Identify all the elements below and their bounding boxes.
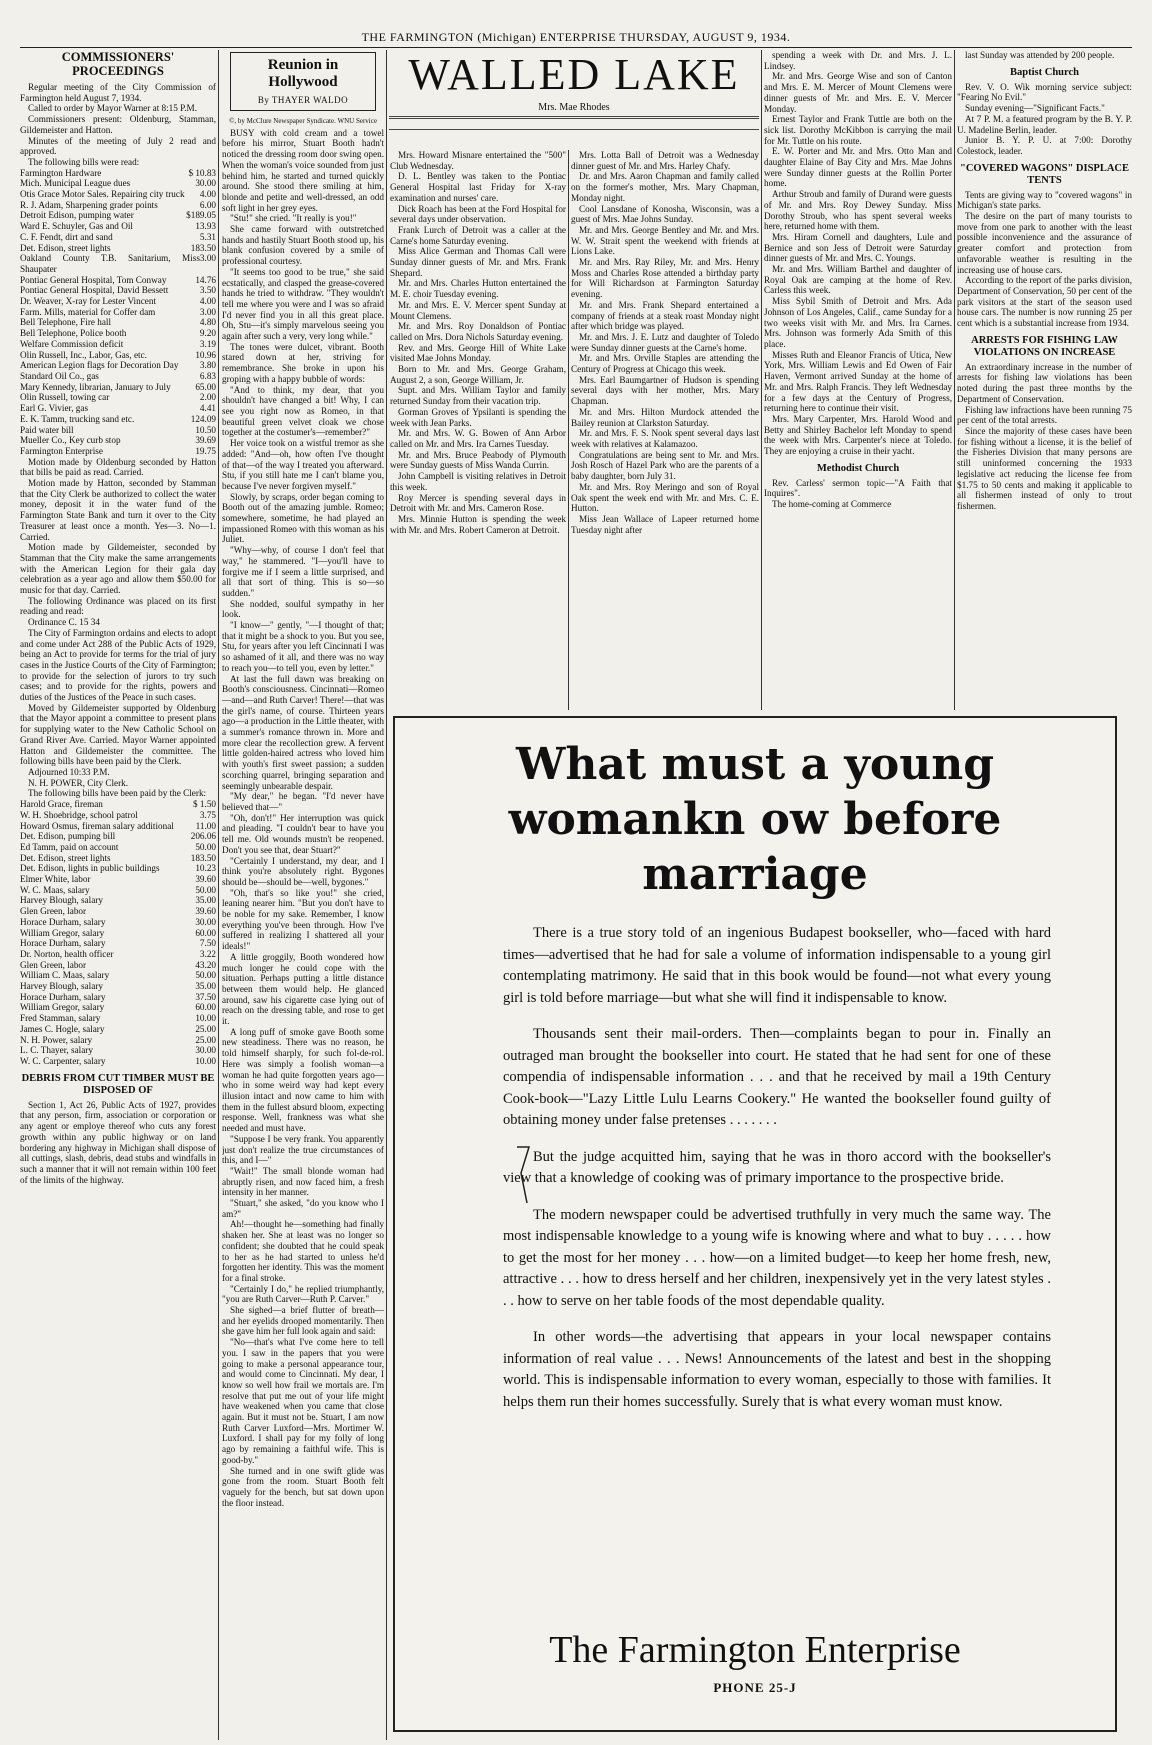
bill-amount: 5.31 xyxy=(199,231,216,242)
bill-amount: 14.76 xyxy=(195,274,216,285)
news-column-4 xyxy=(957,50,1132,710)
ad-phone: PHONE 25-J xyxy=(713,1680,797,1695)
bill-amount: $ 10.83 xyxy=(188,167,216,178)
walled-lake-title: WALLED LAKE xyxy=(408,50,740,99)
commissioners-minutes xyxy=(20,457,216,800)
bill-payee: Ed Tamm, paid on account xyxy=(20,841,119,852)
bill-payee: Glen Green, labor xyxy=(20,959,87,970)
bill-amount: 4.80 xyxy=(199,317,216,328)
news-item: Mr. and Mrs. George Bentley and Mr. and Mrs. W. W. Strait spent the weekend with friends at Lions Lake. xyxy=(571,224,759,257)
bill-amount: 10.00 xyxy=(195,1055,216,1066)
news-item: Miss Jean Wallace of Lapeer returned home Tuesday night after xyxy=(571,513,759,535)
article-paragraph: Fishing law infractions have been running 75 per cent of the total arrests. xyxy=(957,404,1132,426)
methodist-text: Rev. Carless' sermon topic—"A Faith that Inquires". xyxy=(764,477,952,499)
story-paragraph: "Certainly I do," he replied triumphantly, "you are Ruth Carver—Ruth P. Carver." xyxy=(222,1283,384,1305)
story-paragraph: "Oh, don't!" Her interruption was quick and pleading. "I couldn't bear to have you tell me. Old wounds mustn't be reopened. Don't you see that, dear Stuart?" xyxy=(222,812,384,855)
bill-amount: 6.00 xyxy=(199,199,216,210)
bill-amount: 6.83 xyxy=(199,370,216,381)
story-byline: By THAYER WALDO xyxy=(257,95,349,105)
news-item: Born to Mr. and Mrs. George Graham, August 2, a son, George William, Jr. xyxy=(390,364,566,385)
article-paragraph: An extraordinary increase in the number of arrests for fishing law violations has been noted during the past three months by the Department of Conservation. xyxy=(957,361,1132,404)
bill-payee: Glen Green, labor xyxy=(20,906,87,917)
bill-row xyxy=(20,1024,216,1035)
bill-payee: William C. Maas, salary xyxy=(20,970,110,981)
news-item: Cool Lansdane of Konosha, Wisconsin, was a guest of Mrs. Mae Johns Sunday. xyxy=(571,203,759,225)
bill-amount: 35.00 xyxy=(195,895,216,906)
bill-payee: L. C. Thayer, salary xyxy=(20,1045,93,1056)
bill-payee: Elmer White, labor xyxy=(20,874,91,885)
story-paragraph: BUSY with cold cream and a towel before his mirror, Stuart Booth hadn't noticed the dressing room door swing open. When the woman's voice sounded from just behind him, he started and turned quickly around. She stood there smiling at him, blonde and petite and well-dressed, an odd soft light in her grey eyes. xyxy=(222,127,384,213)
methodist-heading: Methodist Church xyxy=(816,462,900,474)
bill-row xyxy=(20,821,216,832)
bill-row xyxy=(20,917,216,928)
bill-payee: Mueller Co., Key curb stop xyxy=(20,435,121,446)
bill-amount: 10.50 xyxy=(195,424,216,435)
bill-row xyxy=(20,885,216,896)
bill-payee: Horace Durham, salary xyxy=(20,991,106,1002)
bill-row xyxy=(20,339,216,350)
minutes-paragraph: Motion made by Gildemeister, seconded by Stamman that the City make the same arrangements with the American Legion for their gala day celebration as a year ago and allow them $50.00 for music for that day. Carried. xyxy=(20,542,216,596)
column-rule xyxy=(568,150,569,710)
bill-payee: Fred Stamman, salary xyxy=(20,1013,101,1024)
bill-payee: Horace Durham, salary xyxy=(20,938,106,949)
bill-payee: Det. Edison, lights in public buildings xyxy=(20,863,160,874)
news-item: Miss Sybil Smith of Detroit and Mrs. Ada Johnson of Los Angeles, Calif., came Sunday for a two weeks visit with Mr. and Mrs. Ira Carnes. Mrs. Johnson was formerly Ada Smith of this place. xyxy=(764,296,952,349)
bill-payee: American Legion flags for Decoration Day xyxy=(20,360,179,371)
bill-row xyxy=(20,360,216,371)
story-paragraph: The tones were dulcet, vibrant. Booth stared down at her, striving for remembrance. She broke in upon his groping with a happy bubble of words: xyxy=(222,341,384,384)
story-paragraph: She sighed—a brief flutter of breath—and her eyelids drooped momentarily. Then she gave him her full look again and said: xyxy=(222,1305,384,1337)
story-paragraph: She nodded, soulful sympathy in her look. xyxy=(222,598,384,620)
news-item: John Campbell is visiting relatives in Detroit this week. xyxy=(390,471,566,492)
bill-row xyxy=(20,1013,216,1024)
bill-payee: Ward E. Schuyler, Gas and Oil xyxy=(20,221,133,232)
news-item: Roy Mercer is spending several days in Detroit with Mr. and Mrs. Cameron Rose. xyxy=(390,492,566,514)
story-paragraph: A little groggily, Booth wondered how much longer he could cope with the situation. Perhaps putting a little distance between them would help. He glanced around, saw his cigarette case lying out of reach on the dressing table, and rose to get it. xyxy=(222,951,384,1027)
story-paragraph: "Suppose I be very frank. You apparently just don't realize the true circumstances of this, and I—" xyxy=(222,1133,384,1166)
bill-payee: Harold Grace, fireman xyxy=(20,799,103,810)
minutes-paragraph: The following bills have been paid by the Clerk: xyxy=(28,788,207,799)
minutes-paragraph: The following Ordinance was placed on its first reading and read: xyxy=(20,595,216,617)
ad-paragraph: The modern newspaper could be advertised truthfully in very much the same way. The most indispensable knowledge to a young wife is knowing where and what to buy . . . . . how to get the most for her money . . . how—on a limited budget—to keep her home fresh, new, attractive . . . how to dress herself and her children, inexpensively yet in the very latest styles . . . how to serve on her table foods of the most dependable quality. xyxy=(503,1206,1051,1309)
bill-row xyxy=(20,371,216,382)
news-item: Mr. and Mrs. Bruce Peabody of Plymouth were Sunday guests of Miss Wanda Currin. xyxy=(390,449,566,471)
bill-amount: 124.09 xyxy=(190,413,216,424)
bill-row xyxy=(20,189,216,200)
news-item: Mr. and Mrs. F. S. Nook spent several days last week with relatives at Kalamazoo. xyxy=(571,428,759,449)
story-paragraph: A long puff of smoke gave Booth some new steadiness. There was no reason, he told himself sharply, for such fol-de-rol. Here was simply a foolish woman—a woman he had quite forgotten years ago—who in some weird way had kept every illusion intact and now came to him with them in the fullest absurd bloom, expecting response. Well, frankness was what she needed and must have. xyxy=(222,1026,384,1134)
bill-payee: Pontiac General Hospital, Tom Conway xyxy=(20,274,167,285)
bill-row xyxy=(20,403,216,414)
ad-headline-line-3: marriage xyxy=(642,849,868,900)
bill-row xyxy=(20,895,216,906)
news-item: Dr. and Mrs. Aaron Chapman and family called on the former's mother, Mrs. Mary Chapman, Monday night. xyxy=(571,171,759,203)
minutes-paragraph: N. H. POWER, City Clerk. xyxy=(28,777,129,788)
bill-row xyxy=(20,328,216,339)
story-credit: ©, by McClure Newspaper Syndicate. WNU Service xyxy=(229,116,377,125)
story-paragraph: "No—that's what I've come here to tell you. I saw in the papers that you were going to make a personal appearance tour, and would come to Cincinnati. My dear, I know so well how frail we mortals are. I'm resolve that put me out of your life might have weakened when you came that close again. But it must not be. Stuart, I am now Ruth Carver Luxford—Mrs. Mortimer W. Luxford. I shall pay for my folly of long ago by remaining a faithful wife. This is good-by." xyxy=(222,1337,384,1465)
column-rule xyxy=(386,50,387,1740)
news-item: Mrs. Earl Baumgartner of Hudson is spending several days with her mother, Mrs. Mary Chapman. xyxy=(571,374,759,407)
article-paragraph: The desire on the part of many tourists to move from one park to another with the least possible inconvenience and the assurance of greater comfort and protection from unfavorable weather is resulting in the increasing use of house cars. xyxy=(957,211,1132,275)
news-item: Mr. and Mrs. Hilton Murdock attended the Bailey reunion at Clarkston Saturday. xyxy=(571,406,759,428)
bill-amount: 10.96 xyxy=(195,349,216,360)
story-paragraph: "Wait!" The small blonde woman had abruptly risen, and now faced him, a fresh intensity in her manner. xyxy=(222,1165,384,1198)
bill-row xyxy=(20,960,216,971)
bill-payee: Olin Russell, Inc., Labor, Gas, etc. xyxy=(20,349,147,360)
bill-row xyxy=(20,210,216,221)
minutes-paragraph: Commissioners present: Oldenburg, Stamman, Gildemeister and Hatton. xyxy=(20,114,216,135)
bill-amount: 3.75 xyxy=(199,809,216,820)
bill-amount: 13.93 xyxy=(195,221,216,232)
story-column xyxy=(222,50,384,1740)
ad-headline-line-2: womankn ow before xyxy=(508,794,1002,845)
bill-row xyxy=(20,928,216,939)
bill-payee: Det. Edison, street lights xyxy=(20,242,111,253)
article-paragraph: Tents are giving way to "covered wagons" in Michigan's state parks. xyxy=(957,189,1132,211)
bill-row xyxy=(20,382,216,393)
bill-payee: Howard Osmus, fireman salary additional xyxy=(20,820,174,831)
minutes-paragraph: Called to order by Mayor Warner at 8:15 P.M. xyxy=(28,103,198,114)
minutes-paragraph: Minutes of the meeting of July 2 read and approved. xyxy=(20,135,216,157)
church-item: Sunday evening—"Significant Facts." xyxy=(965,103,1105,114)
bill-payee: Farm. Mills, material for Coffer dam xyxy=(20,306,156,317)
bill-row xyxy=(20,200,216,211)
bill-row xyxy=(20,1035,216,1046)
bill-amount: 4.00 xyxy=(199,296,216,307)
bill-payee: Otis Grace Motor Sales. Repairing city truck xyxy=(20,189,185,200)
bill-amount: $189.05 xyxy=(186,210,216,221)
news-item: Mr. and Mrs. E. V. Mercer spent Sunday at Mount Clemens. xyxy=(390,299,566,321)
news-item: Gorman Groves of Ypsilanti is spending the week with Jean Parks. xyxy=(390,406,566,428)
news-item: Ernest Taylor and Frank Tuttle are both on the sick list. Dorothy McKibbon is carrying the mail for Mr. Tuttle on his route. xyxy=(764,114,952,146)
bill-payee: William Gregor, salary xyxy=(20,927,105,938)
bill-payee: Mich. Municipal League dues xyxy=(20,178,131,189)
paid-bills-list xyxy=(20,799,216,1067)
news-item: Mr. and Mrs. Roy Meringo and son of Royal Oak spent the week end with Mr. and Mrs. C. E. Hutton. xyxy=(571,481,759,514)
bills-list xyxy=(20,168,216,457)
bill-row xyxy=(20,275,216,286)
bill-row xyxy=(20,810,216,821)
debris-text: Section 1, Act 26, Public Acts of 1927, provides that any person, firm, association or corporation or any agent or employe thereof who cuts any forest growth within any public highway or on land bordering any highway in Michigan shall dispose of all cuttings, slash, debris, dead stubs and windfalls in such a manner that it will not remain within 100 feet of the limits of the highway. xyxy=(20,1099,216,1185)
bill-row xyxy=(20,970,216,981)
commissioners-intro xyxy=(20,82,216,168)
minutes-paragraph: The following bills were read: xyxy=(28,156,140,167)
news-item: Mr. and Mrs. Roy Donaldson of Pontiac called on Mrs. Dora Nichols Saturday evening. xyxy=(390,321,566,342)
story-paragraph: Her voice took on a wistful tremor as she added: "And—oh, how often I've thought of that—of the way I treated you afterward. Stu, if you still hate me I can't blame you, because I've never forgiven myself." xyxy=(222,438,384,491)
bill-payee: W. C. Carpenter, salary xyxy=(20,1055,106,1066)
bill-row xyxy=(20,243,216,254)
bill-amount: 50.00 xyxy=(195,970,216,981)
bill-payee: Dr. Weaver, X-ray for Lester Vincent xyxy=(20,296,157,307)
minutes-paragraph: The City of Farmington ordains and elects to adopt and come under Act 288 of the Public Acts of 1929, being an Act to provide for terms for the trial of jury cases in the Justice Courts of the City of Farmington; to provide for the selection of jurors to try such cases; and to provide for the rights, powers and duties of the Justices of the Peace in such cases. xyxy=(20,627,216,703)
article-paragraph: Since the majority of these cases have been for fishing without a license, it is the belief of the Fisheries Division that many persons are still uninformed concerning the 1933 legislative act reducing the license fee from $1.75 to 50 cents and making it applicable to all fishermen instead of only to trout fishermen. xyxy=(957,425,1132,511)
story-paragraph: "Oh, that's so like you!" she cried, leaning nearer him. "But you don't have to be noble for my sake. Remember, I know everything you've been through. How I've suffered in realizing I shattered all your ideals!" xyxy=(222,887,384,952)
bill-payee: W. H. Shoebridge, school patrol xyxy=(20,809,138,820)
bill-amount: 7.50 xyxy=(199,938,216,949)
bill-row xyxy=(20,350,216,361)
bill-payee: E. K. Tamm, trucking sand etc. xyxy=(20,413,135,424)
bill-amount: 3.19 xyxy=(199,338,216,349)
walled-lake-column-2 xyxy=(571,150,759,710)
bill-amount: 3.00 xyxy=(199,253,216,264)
ad-paragraph: In other words—the advertising that appears in your local newspaper contains information of real value . . . News! Announcements of the latest and best in the shopping world. This is indispensable information to every woman, especially to those with families. It helps them run their homes successfully. Surely that is what every woman must know. xyxy=(503,1329,1051,1410)
bill-payee: Harvey Blough, salary xyxy=(20,981,103,992)
bill-payee: Farmington Hardware xyxy=(20,167,102,178)
news-item: D. L. Bentley was taken to the Pontiac General Hospital last Friday for X-ray examination and nurses' care. xyxy=(390,171,566,203)
story-paragraph: "Stuart," she asked, "do you know who I am?" xyxy=(222,1198,384,1219)
ad-body xyxy=(503,923,1051,1428)
story-paragraph: Ah!—thought he—something had finally shaken her. She at least was no longer so confident; she doubted that he could speak to her as he had started to unless he'd forgotten her identity. This was the moment for a final stroke. xyxy=(222,1219,384,1283)
bill-payee: Dr. Norton, health officer xyxy=(20,948,114,959)
bill-amount: 39.60 xyxy=(195,874,216,885)
bill-payee: Paid water bill xyxy=(20,424,74,435)
bill-row xyxy=(20,232,216,243)
bill-row xyxy=(20,863,216,874)
news-item: Miss Alice German and Thomas Call were Sunday dinner guests of Mr. and Mrs. Frank Shepard. xyxy=(390,246,566,278)
bill-row xyxy=(20,831,216,842)
bill-amount: 37.50 xyxy=(195,991,216,1002)
bill-payee: Pontiac General Hospital, David Bessett xyxy=(20,285,169,296)
bill-amount: 65.00 xyxy=(195,381,216,392)
bill-payee: Det. Edison, pumping bill xyxy=(20,831,116,842)
bill-row xyxy=(20,799,216,810)
baptist-heading: Baptist Church xyxy=(1010,66,1079,78)
bill-payee: Standard Oil Co., gas xyxy=(20,370,99,381)
story-paragraph: She came forward with outstretched hands and hastily Stuart Booth stood up, his blank confusion covered by a smile of professional courtesy. xyxy=(222,224,384,267)
story-title-box xyxy=(230,52,376,111)
bill-amount: 183.50 xyxy=(190,242,216,253)
story-paragraph: "I know—" gently, "—I thought of that; that it might be a shock to you. But you see, Stu, for years after you left Cincinnati I was so ashamed of it all, and there was no way to reach you—to tell you, even by letter." xyxy=(222,620,384,673)
bill-payee: Bell Telephone, Fire hall xyxy=(20,317,112,328)
bill-amount: 60.00 xyxy=(195,927,216,938)
bill-row xyxy=(20,414,216,425)
bill-row xyxy=(20,435,216,446)
bill-amount: 9.20 xyxy=(199,328,216,339)
news-item: Mrs. Minnie Hutton is spending the week with Mr. and Mrs. Robert Cameron at Detroit. xyxy=(390,513,566,535)
bill-row xyxy=(20,221,216,232)
news-item: Mrs. Hiram Cornell and daughters, Lule and Bernice and son Jess of Detroit were Saturday dinner guests of Mr. and Mrs. C. Youngs. xyxy=(764,231,952,264)
ad-paragraph: Thousands sent their mail-orders. Then—complaints began to pour in. Finally an outraged man brought the bookseller into court. He stated that he had sent for one of these compendia of indispensable information . . . and that he received by mail a 19th Century Cook-book—"Lazy Little Lulu Learns Cookery." He wanted the bookseller found guilty of obtaining money under false pretenses . . . . . . . xyxy=(503,1026,1051,1128)
minutes-paragraph: Motion made by Hatton, seconded by Stamman that the City Clerk be authorized to collect the water money, deposit it in the water fund of the Farmington State Bank and turn it over to the City Treasurer at least once a month. Yes—3. No—1. Carried. xyxy=(20,478,216,542)
bill-row xyxy=(20,1056,216,1067)
newspaper-advertisement xyxy=(393,716,1117,1732)
church-item: Rev. V. O. Wik morning service subject: "Fearing No Evil." xyxy=(957,81,1132,103)
story-paragraph: "My dear," he began. "I'd never have believed that—" xyxy=(222,791,384,812)
news-item: Mrs. Mary Carpenter, Mrs. Harold Wood and Betty and Shirley Bachelor left Monday to spend the week with Mrs. Carpenter's niece at Toledo. They are enjoying a cruise in their yacht. xyxy=(764,413,952,457)
commissioners-heading: COMMISSIONERS' PROCEEDINGS xyxy=(61,50,175,78)
bill-row xyxy=(20,425,216,436)
bill-payee: James C. Hogle, salary xyxy=(20,1023,105,1034)
minutes-paragraph: Ordinance C. 15 34 xyxy=(28,617,100,628)
bill-amount: $ 1.50 xyxy=(193,799,216,810)
story-paragraph: "And to think, my dear, that you shouldn't have changed a bit! Why, I can see you right now as Romeo, in that beautiful green velvet cloak we chose together at the costumer's—remember?" xyxy=(222,384,384,438)
story-paragraph: "Certainly I understand, my dear, and I think you're absolutely right. Bygones should be—should be—well, bygones." xyxy=(222,855,384,887)
walled-lake-author: Mrs. Mae Rhodes xyxy=(538,102,610,113)
church-item: At 7 P. M. a featured program by the B. Y. P. U. Madeline Berlin, leader. xyxy=(957,113,1132,135)
bill-row xyxy=(20,938,216,949)
news-item: Mr. and Mrs. William Barthel and daughter of Royal Oak are camping at the home of Rev. Carless this week. xyxy=(764,264,952,296)
bill-row xyxy=(20,949,216,960)
bill-payee: Harvey Blough, salary xyxy=(20,895,103,906)
minutes-paragraph: Motion made by Oldenburg seconded by Hatton that bills be paid as read. Carried. xyxy=(20,456,216,478)
bill-row xyxy=(20,285,216,296)
church-item: Junior B. Y. P. U. at 7:00: Dorothy Colestock, leader. xyxy=(957,135,1132,156)
commerce-note: last Sunday was attended by 200 people. xyxy=(965,50,1115,60)
bill-amount: 25.00 xyxy=(195,1034,216,1045)
bill-row xyxy=(20,853,216,864)
bill-row xyxy=(20,992,216,1003)
bill-row xyxy=(20,874,216,885)
news-column-3 xyxy=(764,50,952,710)
bill-amount: 30.00 xyxy=(195,1045,216,1056)
walled-lake-column-1 xyxy=(390,150,566,710)
news-item: Mr. and Mrs. Frank Shepard entertained a company of friends at a steak roast Monday night after which bridge was played. xyxy=(571,299,759,332)
bill-row xyxy=(20,1045,216,1056)
story-title: Reunion in Hollywood xyxy=(267,57,339,90)
news-item: Mr. and Mrs. Ray Riley, Mr. and Mrs. Henry Moss and Charles Rose attended a birthday party for Will Richardson at Farmington Saturday evening. xyxy=(571,257,759,300)
bill-payee: N. H. Power, salary xyxy=(20,1034,93,1045)
bill-amount: 10.23 xyxy=(195,863,216,874)
bill-payee: Welfare Commission deficit xyxy=(20,338,124,349)
bill-amount: 39.60 xyxy=(195,906,216,917)
bill-payee: Oakland County T.B. Sanitarium, Miss Shaupater xyxy=(20,253,200,274)
bill-row xyxy=(20,178,216,189)
ad-headline-line-1: What must a young xyxy=(515,739,994,790)
bill-amount: 4.00 xyxy=(199,189,216,200)
bill-amount: 206.06 xyxy=(190,831,216,842)
story-paragraph: "It seems too good to be true," she said ecstatically, and clasped the grease-covered hands he tried to withdraw. "They wouldn't tell me where you were and I was so afraid I'd never find you in all this great place. Oh, Stu—it's simply marvelous seeing you again after such a very, very long while." xyxy=(222,266,384,342)
wagons-heading: "COVERED WAGONS" DISPLACE TENTS xyxy=(960,162,1129,186)
ad-signature: The Farmington Enterprise xyxy=(549,1629,961,1671)
news-item: Mr. and Mrs. Orville Staples are attending the Century of Progress at Chicago this week. xyxy=(571,353,759,375)
news-item: Mr. and Mrs. W. G. Bowen of Ann Arbor called on Mr. and Mrs. Ira Carnes Tuesday. xyxy=(390,428,566,449)
story-paragraph: At last the full dawn was breaking on Booth's consciousness. Cincinnati—Romeo—and—and Ruth Carver! There!—that was the girl's name, of course. Thirteen years ago—a production in the Little theater, with a summer's romance thrown in. More and more clear the recollection grew. A fervent little golden-haired actress who loved him with youth's first sweet passion; a sudden scorching quarrel, bringing separation and seemingly unbearable despair. xyxy=(222,673,384,791)
news-item: Misses Ruth and Eleanor Francis of Utica, New York, Mrs. William Lewis and Ed Owen of Fair Haven, Vermont arrived Sunday at the home of Mr. and Mrs. Ralph Francis. They left Wednesday for a few days at the Century of Progress, returning here to continue their visit. xyxy=(764,349,952,414)
bill-payee: William Gregor, salary xyxy=(20,1002,105,1013)
bill-payee: Mary Kennedy, librarian, January to July xyxy=(20,381,171,392)
bill-amount: 4.41 xyxy=(199,403,216,414)
bill-payee: W. C. Maas, salary xyxy=(20,884,90,895)
story-paragraph: Slowly, by scraps, order began coming to Booth out of the amazing jumble. Romeo; somewhere, sometime, he had played an impassioned Romeo with this woman as his Juliet. xyxy=(222,491,384,545)
bill-amount: 3.80 xyxy=(199,360,216,371)
bill-row xyxy=(20,392,216,403)
news-item: Frank Lurch of Detroit was a caller at the Carne's home Saturday evening. xyxy=(390,224,566,246)
bill-amount: 2.00 xyxy=(199,392,216,403)
column-rule xyxy=(218,50,219,1740)
bill-amount: 183.50 xyxy=(190,852,216,863)
bill-payee: Horace Durham, salary xyxy=(20,916,106,927)
bill-row xyxy=(20,168,216,179)
bill-amount: 60.00 xyxy=(195,1002,216,1013)
bill-amount: 10.00 xyxy=(195,1013,216,1024)
bill-payee: Bell Telephone, Police booth xyxy=(20,328,127,339)
news-item: Rev. and Mrs. George Hill of White Lake visited Mae Johns Monday. xyxy=(390,342,566,364)
news-item: E. W. Porter and Mr. and Mrs. Otto Man and daughter Elaine of Bay City and Mrs. Mae Johns were Sunday dinner guests at the Rollin Porter home. xyxy=(764,146,952,189)
walled-lake-header xyxy=(389,50,759,150)
bill-row xyxy=(20,307,216,318)
column-rule xyxy=(954,50,955,710)
news-item: Dick Roach has been at the Ford Hospital for several days under observation. xyxy=(390,203,566,225)
minutes-paragraph: Moved by Gildemeister supported by Oldenburg that the Mayor appoint a committee to present plans for supplying water to the New Catholic School on Grand River Ave. Carried. Mayor Warner appointed Hatton and Gildemeister the committee. The following bills have been paid by the Clerk. xyxy=(20,702,216,767)
bill-payee: C. F. Fendt, dirt and sand xyxy=(20,231,113,242)
masthead: THE FARMINGTON (Michigan) ENTERPRISE THURSDAY, AUGUST 9, 1934. xyxy=(20,30,1132,48)
bill-payee: Earl G. Vivier, gas xyxy=(20,403,89,414)
arrests-heading: ARRESTS FOR FISHING LAW VIOLATIONS ON INCREASE xyxy=(971,334,1118,358)
ad-paragraph: There is a true story told of an ingenious Budapest bookseller, who—faced with hard times—advertised that he had for sale a volume of information indispensable to a young girl contemplating matrimony. He said that in this book would be found—not what every young girl is told before marriage—but what she will find it indispensable to know. xyxy=(503,925,1051,1006)
bill-payee: Farmington Enterprise xyxy=(20,445,103,456)
ad-paragraph: But the judge acquitted him, saying that he was in thoro accord with the bookseller's view that a knowledge of cooking was of primary importance to the prospective bride. xyxy=(503,1148,1051,1186)
story-paragraph: "Why—why, of course I don't feel that way," he stammered. "I—you'll have to forgive me if I seem a little surprised, and all that sort of thing. This is so—so sudden." xyxy=(222,545,384,598)
bill-payee: Detroit Edison, pumping water xyxy=(20,210,134,221)
methodist-text-2: The home-coming at Commerce xyxy=(772,499,892,510)
bill-amount: 3.00 xyxy=(199,306,216,317)
bill-row xyxy=(20,981,216,992)
column-rule xyxy=(761,50,762,710)
debris-heading: DEBRIS FROM CUT TIMBER MUST BE DISPOSED OF xyxy=(21,1072,215,1096)
bill-amount: 3.50 xyxy=(199,285,216,296)
bill-amount: 35.00 xyxy=(195,981,216,992)
bill-payee: Olin Russell, towing car xyxy=(20,392,110,403)
bill-row xyxy=(20,1002,216,1013)
bill-row xyxy=(20,296,216,307)
story-paragraph: "Stu!" she cried. "It really is you!" xyxy=(230,213,357,224)
bill-row xyxy=(20,317,216,328)
bill-row xyxy=(20,906,216,917)
bill-payee: Det. Edison, street lights xyxy=(20,852,111,863)
news-item: Supt. and Mrs. William Taylor and family returned Sunday from their vacation trip. xyxy=(390,385,566,407)
news-item: Mrs. Howard Misnare entertained the "500" Club Wednesday. xyxy=(390,150,566,171)
decorative-border xyxy=(389,116,759,125)
bill-amount: 30.00 xyxy=(195,178,216,189)
news-item: Arthur Stroub and family of Durand were guests of Mr. and Mrs. Roy Dewey Sunday. Miss Dorothy Stroub, who has spent several weeks here, returned home with them. xyxy=(764,189,952,232)
bill-row xyxy=(20,842,216,853)
bill-payee: R. J. Adam, Sharpening grader points xyxy=(20,199,158,210)
bill-amount: 11.00 xyxy=(195,820,216,831)
bill-amount: 50.00 xyxy=(195,884,216,895)
bill-amount: 19.75 xyxy=(195,445,216,456)
bill-amount: 25.00 xyxy=(195,1023,216,1034)
story-paragraph: She turned and in one swift glide was gone from the room. Stuart Booth felt vaguely for the bench, but sat down upon the floor instead. xyxy=(222,1465,384,1508)
commissioners-column xyxy=(20,50,216,1740)
bill-row xyxy=(20,253,216,274)
bill-amount: 39.69 xyxy=(195,435,216,446)
news-item: Congratulations are being sent to Mr. and Mrs. Josh Rosch of Hazel Park who are the parents of a baby daughter, born July 31. xyxy=(571,449,759,482)
article-paragraph: According to the report of the parks division, Department of Conservation, 50 per cent of the park visitors at the start of the season used house cars. The number is now running 25 per cent which is a substantial increase from 1934. xyxy=(957,275,1132,329)
bill-amount: 43.20 xyxy=(195,959,216,970)
story-body xyxy=(222,128,384,1509)
news-item: spending a week with Dr. and Mrs. J. L. Lindsey. xyxy=(764,50,952,71)
news-item: Mrs. Lotta Ball of Detroit was a Wednesday dinner guest of Mr. and Mrs. Harley Chafy. xyxy=(571,150,759,171)
bill-row xyxy=(20,446,216,457)
minutes-paragraph: Adjourned 10:33 P.M. xyxy=(28,767,110,777)
bill-amount: 50.00 xyxy=(195,841,216,852)
minutes-paragraph: Regular meeting of the City Commission of Farmington held August 7, 1934. xyxy=(20,82,216,103)
bill-amount: 3.22 xyxy=(199,948,216,959)
news-item: Mr. and Mrs. Charles Hutton entertained the M. E. choir Tuesday evening. xyxy=(390,278,566,300)
news-item: Mr. and Mrs. George Wise and son of Canton and Mrs. E. M. Mercer of Mount Clemens were dinner guests of Mr. and Mrs. E. V. Mercer Monday. xyxy=(764,71,952,114)
bill-amount: 30.00 xyxy=(195,916,216,927)
news-item: Mr. and Mrs. J. E. Lutz and daughter of Toledo were Sunday dinner guests at the Carne's home. xyxy=(571,331,759,353)
